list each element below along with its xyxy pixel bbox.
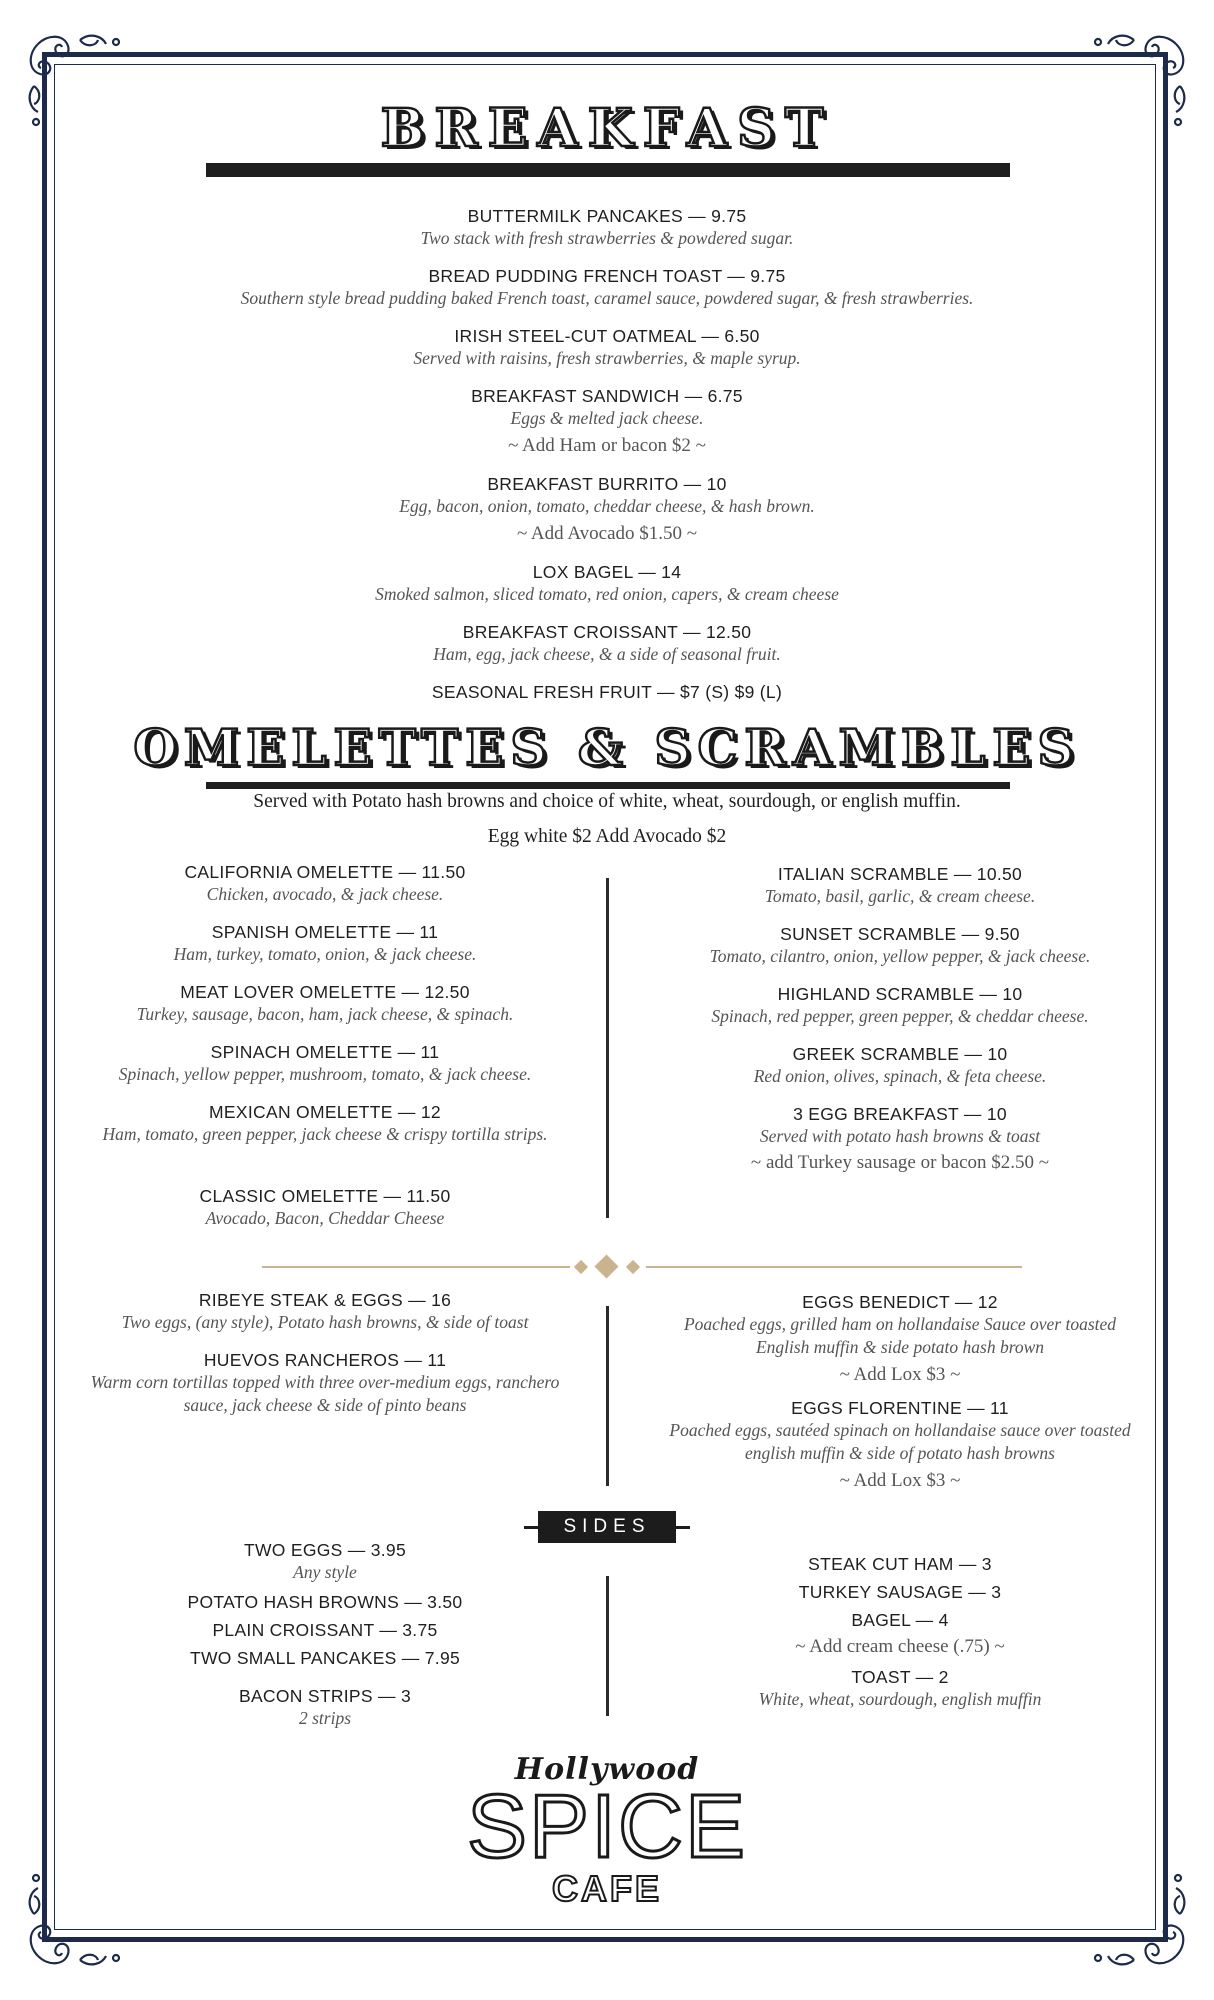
- side-item-name: BAGEL — 4: [851, 1610, 949, 1630]
- menu-item-name: ITALIAN SCRAMBLE — 10.50: [777, 864, 1023, 884]
- menu-item-name: SPANISH OMELETTE — 11: [211, 922, 439, 942]
- side-item-name: TWO SMALL PANCAKES — 7.95: [189, 1648, 461, 1668]
- menu-item-name: MEXICAN OMELETTE — 12: [209, 1102, 441, 1122]
- menu-item-addon: ~ Add Avocado $1.50 ~: [516, 523, 698, 544]
- column-divider: [606, 1306, 609, 1486]
- menu-item-description: Served with potato hash browns & toast: [759, 1126, 1041, 1146]
- menu-item-name: BREAD PUDDING FRENCH TOAST — 9.75: [428, 266, 786, 286]
- side-item-name: STEAK CUT HAM — 3: [808, 1554, 992, 1574]
- menu-item-name: EGGS BENEDICT — 12: [802, 1292, 998, 1312]
- side-item-description: 2 strips: [298, 1708, 352, 1728]
- side-item-name: TOAST — 2: [851, 1667, 949, 1687]
- menu-item-description: Two eggs, (any style), Potato hash browns, & side of toast: [121, 1312, 529, 1332]
- side-item-name: TURKEY SAUSAGE — 3: [798, 1582, 1002, 1602]
- menu-item-name: BUTTERMILK PANCAKES — 9.75: [467, 206, 747, 226]
- menu-item-name: LOX BAGEL — 14: [532, 562, 682, 582]
- logo-sub-text: CAFE: [552, 1868, 662, 1909]
- menu-item-name: IRISH STEEL-CUT OATMEAL — 6.50: [454, 326, 760, 346]
- logo-script-text: Hollywood: [514, 1752, 700, 1787]
- breakfast-heading: BREAKFAST: [380, 98, 834, 159]
- menu-item-name: HUEVOS RANCHEROS — 11: [203, 1350, 447, 1370]
- menu-item-description: Served with raisins, fresh strawberries, & maple syrup.: [413, 348, 801, 368]
- omelettes-note: Egg white $2 Add Avocado $2: [487, 826, 727, 847]
- menu-item-description: Eggs & melted jack cheese.: [510, 408, 704, 428]
- sides-heading-bar: [524, 1526, 538, 1529]
- menu-item-name: BREAKFAST SANDWICH — 6.75: [471, 386, 743, 406]
- menu-item-description: Ham, egg, jack cheese, & a side of seasonal fruit.: [433, 644, 781, 664]
- logo-main-text: SPICE: [466, 1777, 748, 1877]
- menu-item-addon: ~ Add Ham or bacon $2 ~: [508, 435, 706, 456]
- side-item-name: BACON STRIPS — 3: [238, 1686, 412, 1706]
- menu-item-description: Tomato, basil, garlic, & cream cheese.: [764, 886, 1036, 906]
- menu-item-name: EGGS FLORENTINE — 11: [791, 1398, 1009, 1418]
- menu-item-description: Avocado, Bacon, Cheddar Cheese: [205, 1208, 445, 1228]
- menu-item-name: SUNSET SCRAMBLE — 9.50: [780, 924, 1020, 944]
- menu-item-description: Ham, tomato, green pepper, jack cheese & crispy tortilla strips.: [102, 1124, 548, 1144]
- menu-item-name: CALIFORNIA OMELETTE — 11.50: [184, 862, 466, 882]
- menu-item-name: GREEK SCRAMBLE — 10: [792, 1044, 1008, 1064]
- heading-rule: [206, 163, 1010, 177]
- sides-heading-bar: [676, 1526, 690, 1529]
- menu-item-description: Smoked salmon, sliced tomato, red onion, capers, & cream cheese: [375, 584, 839, 604]
- menu-item-name: BREAKFAST BURRITO — 10: [487, 474, 727, 494]
- omelettes-note: Served with Potato hash browns and choice of white, wheat, sourdough, or english muffin.: [253, 791, 961, 812]
- column-divider: [606, 878, 609, 1218]
- omelettes-heading: OMELETTES & SCRAMBLES: [133, 718, 1081, 777]
- menu-item-description: Red onion, olives, spinach, & feta cheese.: [753, 1066, 1047, 1086]
- menu-item-description: Spinach, yellow pepper, mushroom, tomato, & jack cheese.: [118, 1064, 532, 1084]
- menu-item-name: RIBEYE STEAK & EGGS — 16: [198, 1290, 452, 1310]
- menu-item-name: SPINACH OMELETTE — 11: [210, 1042, 440, 1062]
- side-item-addon: ~ Add cream cheese (.75) ~: [795, 1636, 1005, 1657]
- menu-item-description: Warm corn tortillas topped with three over-medium eggs, ranchero sauce, jack cheese & side of pinto beans: [90, 1372, 560, 1415]
- menu-item-description: Chicken, avocado, & jack cheese.: [206, 884, 444, 904]
- menu-item-description: Poached eggs, sautéed spinach on hollandaise sauce over toasted english muffin & side of potato hash browns: [669, 1420, 1131, 1463]
- menu-item-description: Egg, bacon, onion, tomato, cheddar cheese, & hash brown.: [399, 496, 815, 516]
- menu-item-description: Turkey, sausage, bacon, ham, jack cheese, & spinach.: [136, 1004, 514, 1024]
- menu-item-description: Spinach, red pepper, green pepper, & cheddar cheese.: [711, 1006, 1089, 1026]
- menu-item-description: Southern style bread pudding baked French toast, caramel sauce, powdered sugar, & fresh strawberries.: [240, 288, 974, 308]
- side-item-name: PLAIN CROISSANT — 3.75: [212, 1620, 438, 1640]
- menu-item-addon: ~ Add Lox $3 ~: [839, 1470, 961, 1491]
- menu-item-name: SEASONAL FRESH FRUIT — $7 (S) $9 (L): [431, 682, 783, 702]
- menu-item-description: Poached eggs, grilled ham on hollandaise Sauce over toasted English muffin & side potato hash brown: [683, 1314, 1117, 1357]
- sides-heading: SIDES: [538, 1511, 676, 1543]
- menu-item-name: CLASSIC OMELETTE — 11.50: [199, 1186, 451, 1206]
- side-item-name: POTATO HASH BROWNS — 3.50: [187, 1592, 463, 1612]
- menu-item-name: 3 EGG BREAKFAST — 10: [793, 1104, 1007, 1124]
- menu-item-description: Two stack with fresh strawberries & powdered sugar.: [420, 228, 794, 248]
- menu-item-addon: ~ add Turkey sausage or bacon $2.50 ~: [750, 1152, 1050, 1173]
- column-divider: [606, 1576, 609, 1716]
- menu-item-name: MEAT LOVER OMELETTE — 12.50: [180, 982, 470, 1002]
- side-item-name: TWO EGGS — 3.95: [243, 1540, 407, 1560]
- side-item-description: White, wheat, sourdough, english muffin: [758, 1689, 1042, 1709]
- menu-item-name: HIGHLAND SCRAMBLE — 10: [777, 984, 1023, 1004]
- heading-rule: [206, 782, 1010, 789]
- gold-divider-line: [646, 1266, 1022, 1268]
- gold-divider-line: [262, 1266, 570, 1268]
- menu-item-name: BREAKFAST CROISSANT — 12.50: [462, 622, 752, 642]
- menu-item-addon: ~ Add Lox $3 ~: [839, 1364, 961, 1385]
- menu-item-description: Tomato, cilantro, onion, yellow pepper, & jack cheese.: [709, 946, 1091, 966]
- menu-item-description: Ham, turkey, tomato, onion, & jack cheese.: [173, 944, 477, 964]
- side-item-description: Any style: [293, 1562, 357, 1582]
